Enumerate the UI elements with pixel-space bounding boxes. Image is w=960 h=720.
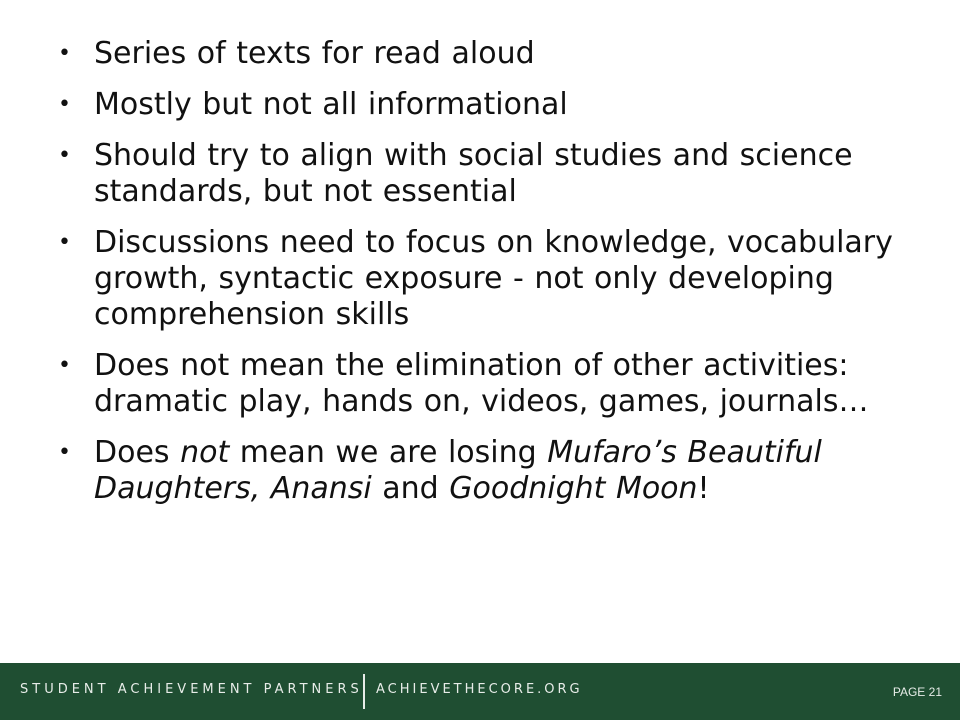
website-link[interactable]: ACHIEVETHECORE.ORG xyxy=(376,682,583,697)
organization-name: STUDENT ACHIEVEMENT PARTNERS xyxy=(20,682,363,697)
bullet-item xyxy=(58,138,918,210)
bullet-text: Does xyxy=(94,435,181,470)
bullet-item xyxy=(58,435,918,507)
bullet-marker: • xyxy=(58,353,71,378)
bullet-marker: • xyxy=(58,143,71,168)
bullet-text: Discussions need to focus on knowledge, vocabulary growth, syntactic exposure - not only developing comprehension skills xyxy=(94,225,893,332)
bullet-text: ! xyxy=(697,471,710,506)
bullet-marker: • xyxy=(58,230,71,255)
bullet-item xyxy=(58,225,918,333)
bullet-item xyxy=(58,36,918,72)
bullet-text-italic: Goodnight Moon xyxy=(449,471,698,506)
bullet-marker: • xyxy=(58,440,71,465)
bullet-item xyxy=(58,87,918,123)
bullet-text-italic: Mufaro’s Beautiful Daughters, Anansi xyxy=(94,435,822,506)
bullet-list xyxy=(58,36,918,507)
page-number: PAGE 21 xyxy=(892,685,942,699)
bullet-marker: • xyxy=(58,41,71,66)
bullet-text: Mostly but not all informational xyxy=(94,87,568,122)
footer-bar xyxy=(0,663,960,720)
bullet-text: Series of texts for read aloud xyxy=(94,36,535,71)
bullet-text-italic: not xyxy=(180,435,230,470)
bullet-text: and xyxy=(371,471,450,506)
bullet-text: Should try to align with social studies and science standards, but not essential xyxy=(94,138,853,209)
bullet-text: Does not mean the elimination of other activities: dramatic play, hands on, videos, games, journals… xyxy=(94,348,869,419)
footer-divider xyxy=(363,674,365,709)
slide-body xyxy=(58,36,918,522)
bullet-text: mean we are losing xyxy=(229,435,548,470)
bullet-item xyxy=(58,348,918,420)
bullet-marker: • xyxy=(58,92,71,117)
